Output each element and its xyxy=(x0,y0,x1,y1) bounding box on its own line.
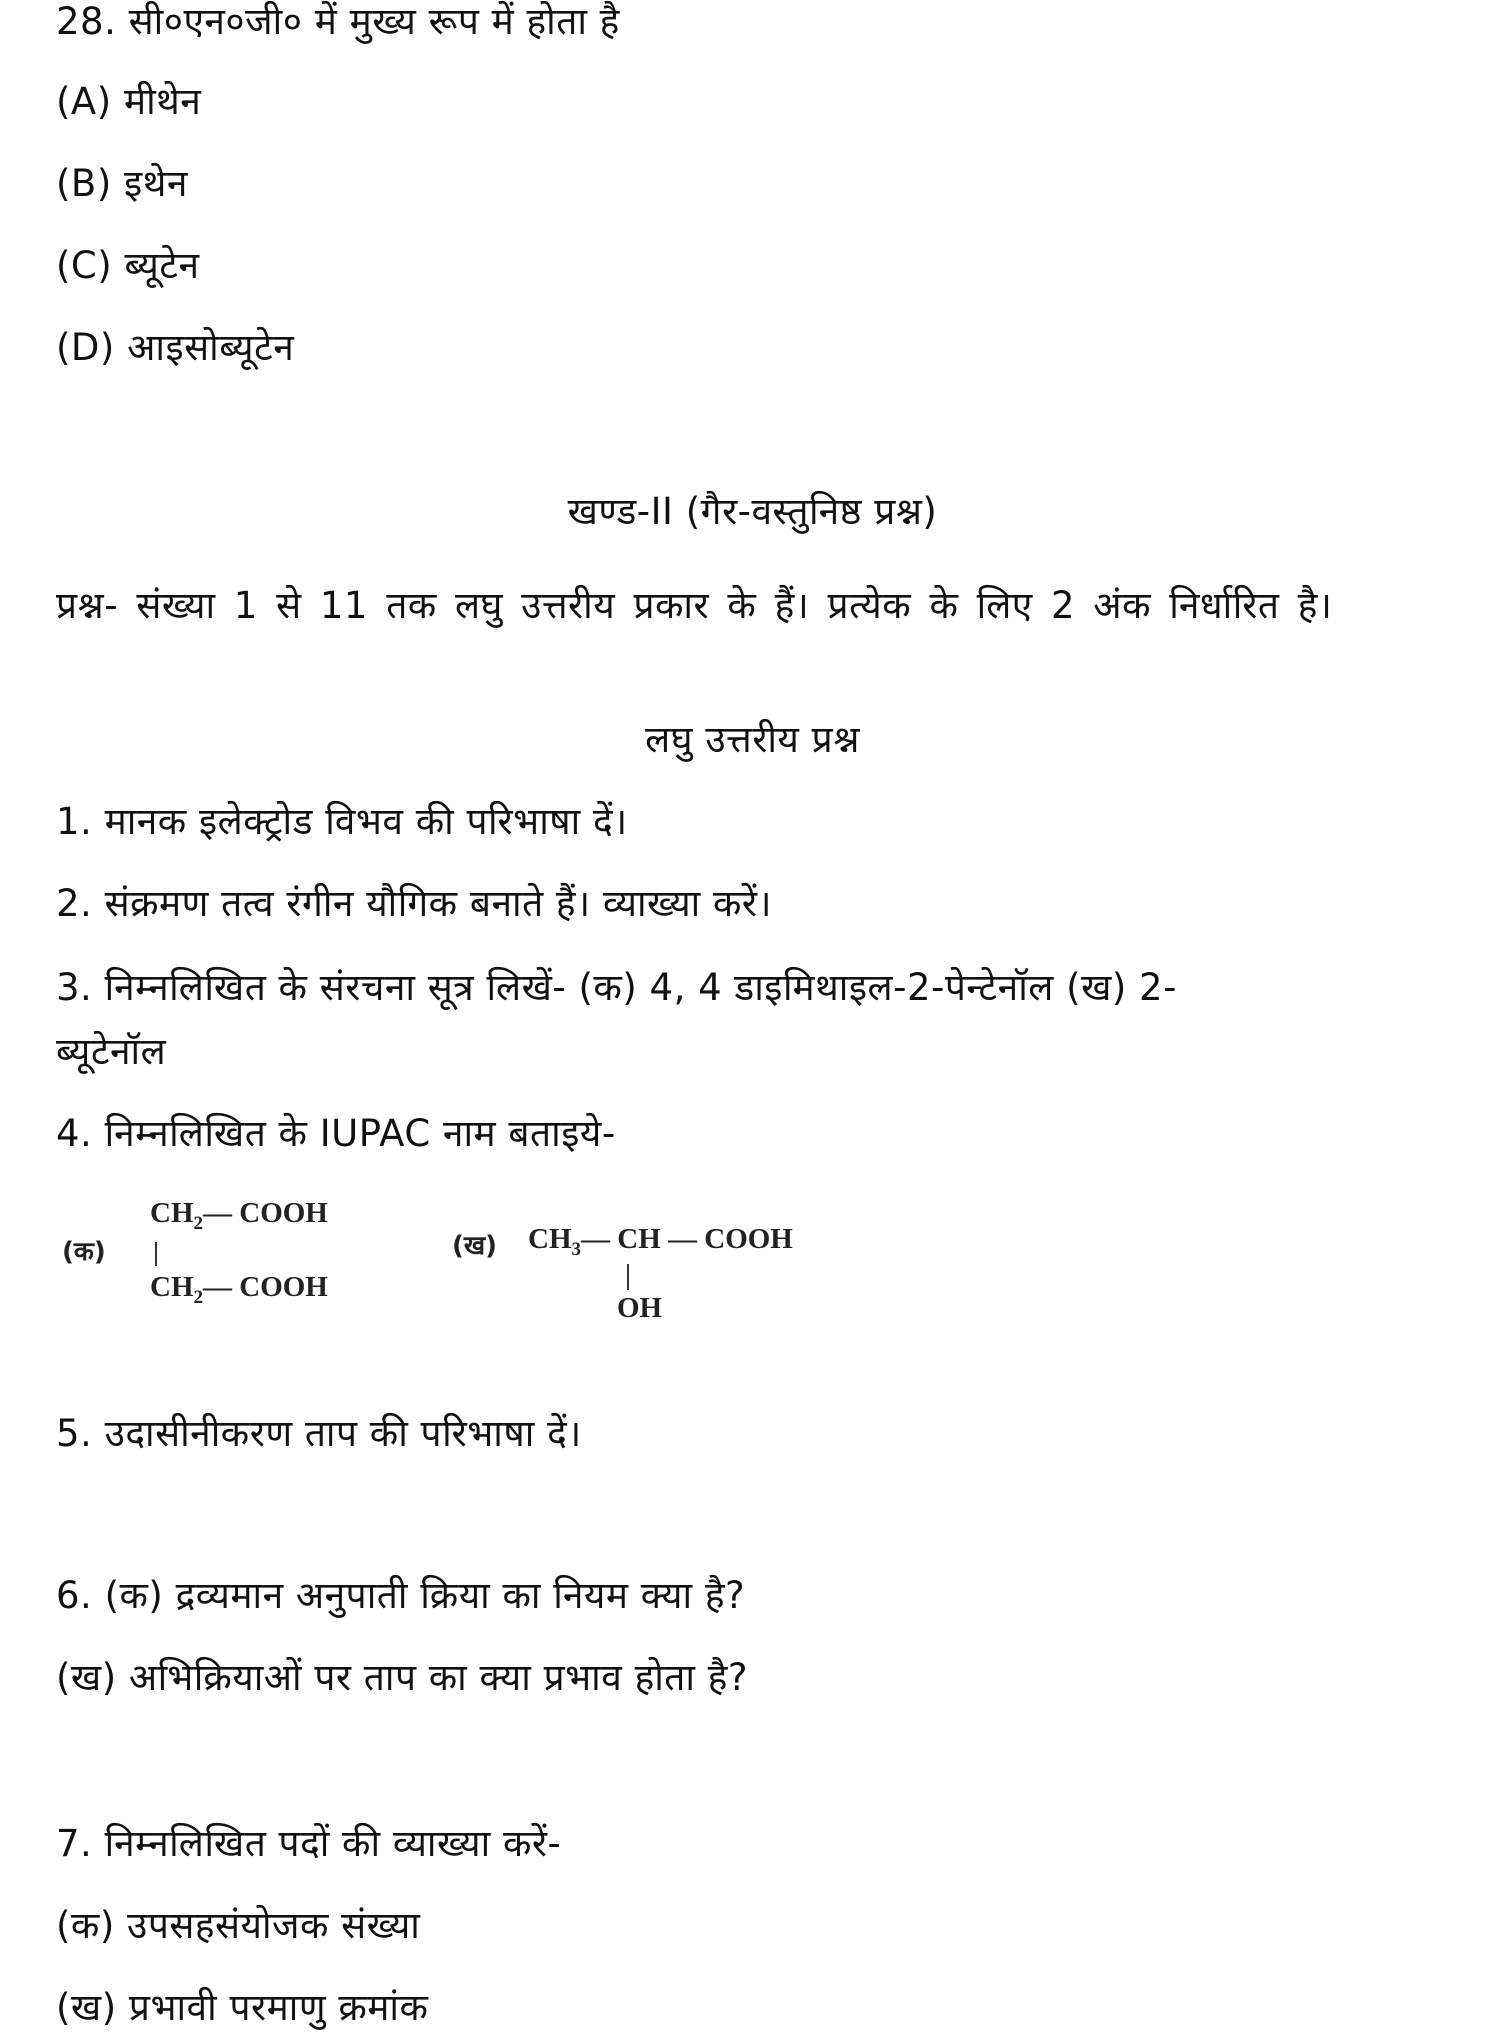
option-a xyxy=(56,80,201,124)
question-7: 7. निम्नलिखित पदों की व्याख्या करें- xyxy=(56,1822,562,1865)
question-7b: (ख) प्रभावी परमाणु क्रमांक xyxy=(56,1986,429,2029)
option-label: (C) xyxy=(56,244,113,287)
question-6a: 6. (क) द्रव्यमान अनुपाती क्रिया का नियम क्या है? xyxy=(56,1574,746,1617)
option-label: (B) xyxy=(56,162,112,205)
structure-b-branch: OH xyxy=(617,1292,663,1324)
option-d xyxy=(56,326,294,370)
option-label: (D) xyxy=(56,326,115,369)
bond-line xyxy=(627,1264,629,1290)
structure-b-chain: $CH_3—$ CH — COOH xyxy=(528,1223,793,1260)
question-28-text: 28. सी०एन०जी० में मुख्य रूप में होता है xyxy=(56,0,620,43)
question-7a: (क) उपसहसंयोजक संख्या xyxy=(56,1904,421,1947)
question-1: 1. मानक इलेक्ट्रोड विभव की परिभाषा दें। xyxy=(56,800,628,843)
question-2: 2. संक्रमण तत्व रंगीन यौगिक बनाते हैं। व्याख्या करें। xyxy=(56,882,773,925)
question-3-line2: ब्यूटेनॉल xyxy=(56,1030,167,1073)
structure-a-top: $CH_2—$ COOH xyxy=(150,1197,328,1234)
question-6b: (ख) अभिक्रियाओं पर ताप का क्या प्रभाव होता है? xyxy=(56,1656,749,1699)
section-instruction: प्रश्न- संख्या 1 से 11 तक लघु उत्तरीय प्रकार के हैं। प्रत्येक के लिए 2 अंक निर्धारित है। xyxy=(56,584,1333,627)
section-subheading: लघु उत्तरीय प्रश्न xyxy=(645,718,860,761)
option-c xyxy=(56,244,200,288)
option-label: (A) xyxy=(56,80,112,123)
question-3-line1: 3. निम्नलिखित के संरचना सूत्र लिखें- (क) 4, 4 डाइमिथाइल-2-पेन्टेनॉल (ख) 2- xyxy=(56,966,1177,1009)
structure-a-bottom: $CH_2—$ COOH xyxy=(150,1271,328,1308)
option-text: आइसोब्यूटेन xyxy=(127,326,295,369)
structure-a-label: (क) xyxy=(62,1237,106,1267)
bond-line xyxy=(155,1242,157,1266)
structure-b-label: (ख) xyxy=(452,1231,498,1261)
question-5: 5. उदासीनीकरण ताप की परिभाषा दें। xyxy=(56,1412,582,1455)
option-b xyxy=(56,162,188,206)
section-heading: खण्ड-II (गैर-वस्तुनिष्ठ प्रश्न) xyxy=(567,490,938,533)
option-text: ब्यूटेन xyxy=(124,244,200,287)
option-text: मीथेन xyxy=(123,80,202,123)
option-text: इथेन xyxy=(124,162,188,205)
question-4: 4. निम्नलिखित के IUPAC नाम बताइये- xyxy=(56,1112,616,1155)
